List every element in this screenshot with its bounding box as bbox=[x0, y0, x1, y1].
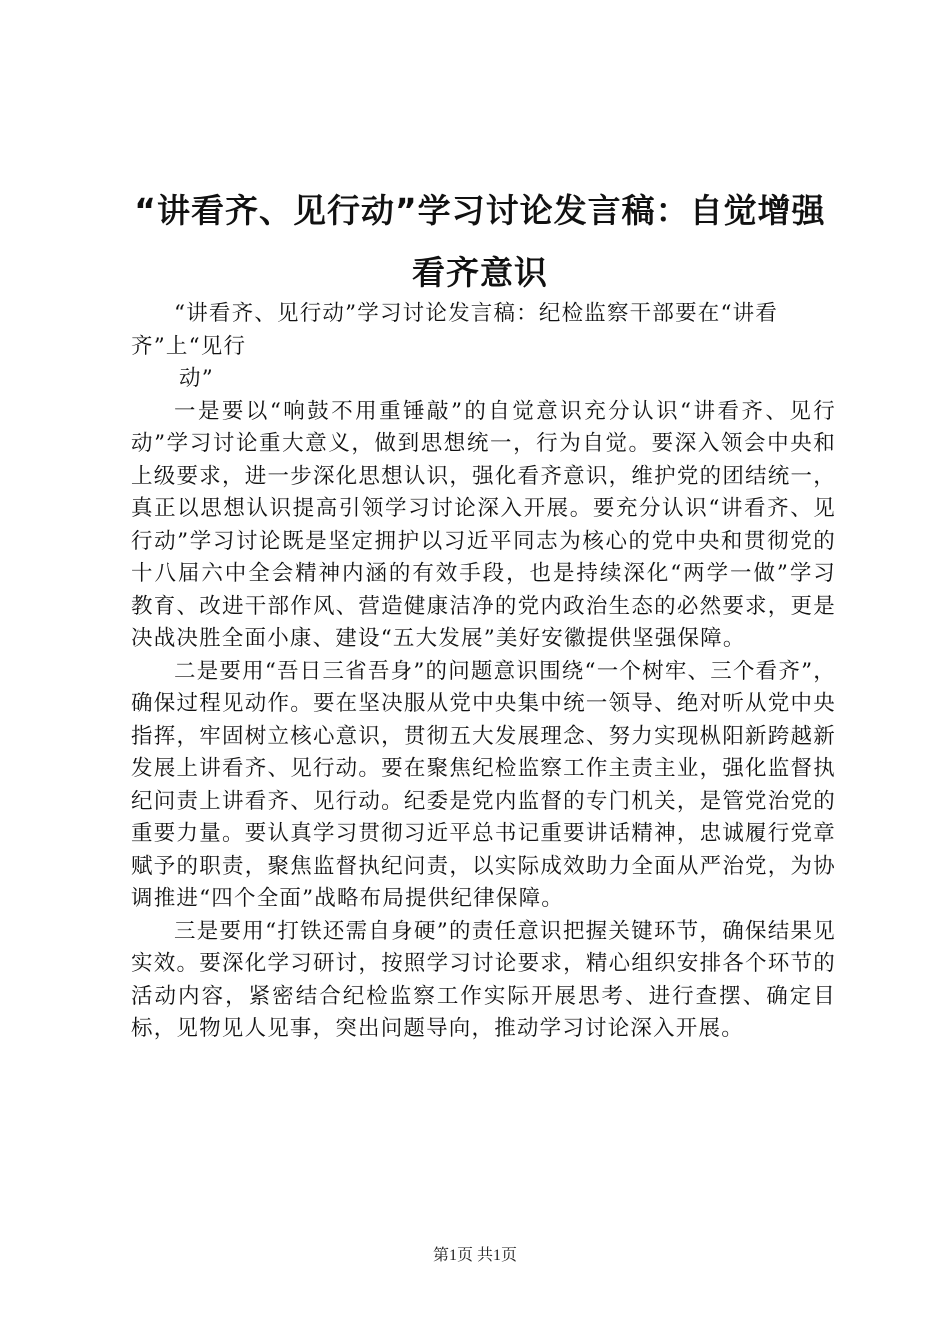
subtitle-line: “讲看齐、见行动”学习讨论发言稿：纪检监察干部要在“讲看齐”上“见行 bbox=[131, 301, 779, 359]
paragraph-1: 一是要以“响鼓不用重锤敲”的自觉意识充分认识“讲看齐、见行动”学习讨论重大意义，做到思想统一，行为自觉。要深入领会中央和上级要求，进一步深化思想认识，强化看齐意识，维护党的团结统一，真正以思想认识提高引领学习讨论深入开展。要充分认识“讲看齐、见行动”学习讨论既是坚定拥护以习近平同志为核心的党中央和贯彻党的十八届六中全会精神内涵的有效手段，也是持续深化“两学一做”学习教育、改进干部作风、营造健康洁净的党内政治生态的必然要求，更是决战决胜全面小康、建设“五大发展”美好安徽提供坚强保障。 bbox=[131, 398, 836, 651]
paragraph-3: 三是要用“打铁还需自身硬”的责任意识把握关键环节，确保结果见实效。要深化学习研讨，按照学习讨论要求，精心组织安排各个环节的活动内容，紧密结合纪检监察工作实际开展思考、进行查摆、确定目标，见物见人见事，突出问题导向，推动学习讨论深入开展。 bbox=[131, 918, 836, 1041]
document-title: “讲看齐、见行动”学习讨论发言稿：自觉增强看齐意识 bbox=[134, 191, 826, 292]
paragraph-2: 二是要用“吾日三省吾身”的问题意识围绕“一个树牢、三个看齐”，确保过程见动作。要在坚决服从党中央集中统一领导、绝对听从党中央指挥，牢固树立核心意识，贯彻五大发展理念、努力实现枞阳新跨越新发展上讲看齐、见行动。要在聚焦纪检监察工作主责主业，强化监督执纪问责上讲看齐、见行动。纪委是党内监督的专门机关，是管党治党的重要力量。要认真学习贯彻习近平总书记重要讲话精神，忠诚履行党章赋予的职责，聚焦监督执纪问责，以实际成效助力全面从严治党，为协调推进“四个全面”战略布局提供纪律保障。 bbox=[131, 658, 836, 911]
page-number-footer: 第1页 共1页 bbox=[432, 1247, 517, 1264]
subtitle-continuation: 动” bbox=[179, 366, 214, 391]
document-body bbox=[131, 298, 836, 1046]
